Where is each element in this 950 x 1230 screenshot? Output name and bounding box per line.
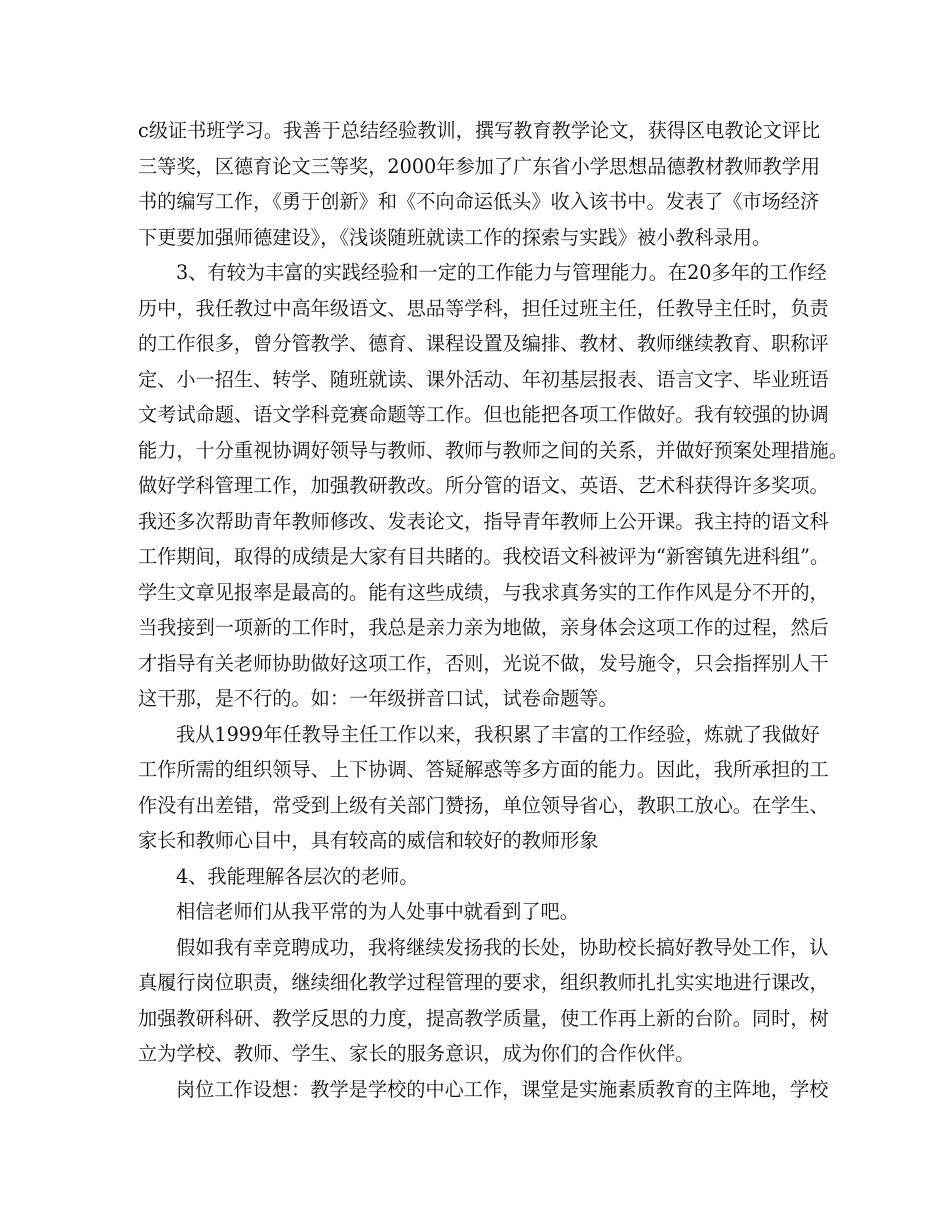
paragraph-experience	[138, 255, 848, 717]
text-line: 相信老师们从我平常的为人处事中就看到了吧。	[176, 900, 579, 923]
text-line: 3、有较为丰富的实践经验和一定的工作能力与管理能力。在20多年的工作经	[176, 261, 827, 284]
text-line: 假如我有幸竞聘成功，我将继续发扬我的长处，协助校长搞好教导处工作，认	[176, 935, 829, 959]
paragraph-trust	[138, 894, 818, 930]
text-line: 定、小一招生、转学、随班就读、课外活动、年初基层报表、语言文字、毕业班语	[138, 367, 829, 391]
paragraph-since-1999	[138, 717, 829, 859]
paragraph-awards	[138, 113, 821, 255]
text-line: 4、我能理解各层次的老师。	[176, 864, 419, 888]
paragraph-if-successful	[138, 930, 829, 1072]
text-line: 岗位工作设想：教学是学校的中心工作，课堂是实施素质教育的主阵地，学校	[176, 1077, 829, 1101]
paragraph-job-plan	[138, 1072, 829, 1108]
text-line: 三等奖，区德育论文三等奖，2000年参加了广东省小学思想品德教材教师教学用	[138, 154, 821, 178]
text-line: 文考试命题、语文学科竞赛命题等工作。但也能把各项工作做好。我有较强的协调	[138, 403, 829, 426]
text-line: 书的编写工作，《勇于创新》和《不向命运低头》收入该书中。发表了《市场经济	[138, 190, 820, 213]
text-line: 作没有出差错，常受到上级有关部门赞扬，单位领导省心，教职工放心。在学生、	[138, 793, 829, 817]
text-line: c级证书班学习。我善于总结经验教训，撰写教育教学论文，获得区电教论文评比	[138, 119, 821, 142]
text-line: 学生文章见报率是最高的。能有这些成绩，与我求真务实的工作作风是分不开的，	[138, 580, 829, 604]
text-line: 历中，我任教过中高年级语文、思品等学科，担任过班主任，任教导主任时，负责	[138, 296, 829, 320]
text-line: 当我接到一项新的工作时，我总是亲力亲为地做，亲身体会这项工作的过程，然后	[138, 616, 829, 639]
text-line: 我从1999年任教导主任工作以来，我积累了丰富的工作经验，炼就了我做好	[176, 722, 820, 746]
document-page	[138, 113, 848, 1107]
text-line: 我还多次帮助青年教师修改、发表论文，指导青年教师上公开课。我主持的语文科	[138, 509, 829, 533]
text-line: 立为学校、教师、学生、家长的服务意识，成为你们的合作伙伴。	[138, 1042, 695, 1065]
text-line: 做好学科管理工作，加强教研教改。所分管的语文、英语、艺术科获得许多奖项。	[138, 474, 829, 497]
text-line: 工作期间，取得的成绩是大家有目共睹的。我校语文科被评为“新窖镇先进科组”。	[138, 545, 830, 568]
text-line: 下更要加强师德建设》，《浅谈随班就读工作的探索与实践》被小教科录用。	[138, 225, 772, 249]
paragraph-understanding	[138, 859, 818, 895]
text-line: 家长和教师心目中，具有较高的威信和较好的教师形象	[138, 829, 599, 852]
text-line: 工作所需的组织领导、上下协调、答疑解惑等多方面的能力。因此，我所承担的工	[138, 758, 829, 781]
text-line: 能力，十分重视协调好领导与教师、教师与教师之间的关系，并做好预案处理措施。	[138, 438, 848, 462]
text-line: 真履行岗位职责，继续细化教学过程管理的要求，组织教师扎扎实实地进行课改，	[138, 971, 829, 994]
text-line: 加强教研科研、教学反思的力度，提高教学质量，使工作再上新的台阶。同时，树	[138, 1006, 829, 1030]
text-line: 才指导有关老师协助做好这项工作，否则，光说不做，发号施令，只会指挥别人干	[138, 651, 829, 675]
text-line: 这干那，是不行的。如：一年级拼音口试，试卷命题等。	[138, 687, 618, 710]
text-line: 的工作很多，曾分管教学、德育、课程设置及编排、教材、教师继续教育、职称评	[138, 332, 829, 355]
